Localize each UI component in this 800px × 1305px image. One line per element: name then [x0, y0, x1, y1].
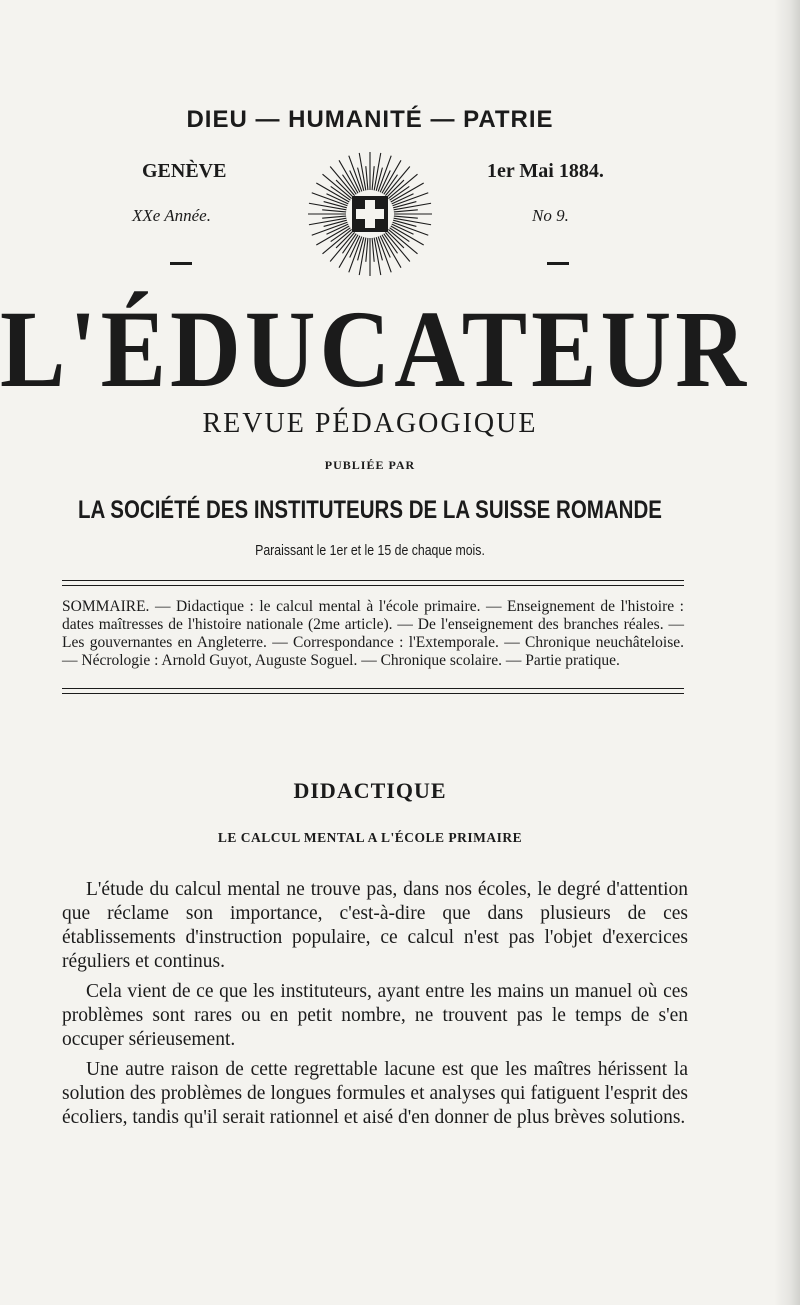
masthead-city: GENÈVE: [142, 160, 227, 182]
periodicity-note: Paraissant le 1er et le 15 de chaque mois.: [255, 542, 485, 559]
divider-dash-left: [170, 262, 192, 265]
rule-top-2: [62, 585, 684, 586]
rule-bottom-2: [62, 693, 684, 694]
published-by-label: PUBLIÉE PAR: [324, 458, 416, 472]
article-title: LE CALCUL MENTAL A L'ÉCOLE PRIMAIRE: [217, 830, 523, 845]
masthead-date: 1er Mai 1884.: [487, 160, 604, 182]
article-body: [62, 878, 688, 1136]
journal-subtitle: REVUE PÉDAGOGIQUE: [202, 408, 538, 439]
society-name: LA SOCIÉTÉ DES INSTITUTEURS DE LA SUISSE ROMANDE: [78, 496, 662, 524]
paragraph: Cela vient de ce que les instituteurs, ayant entre les mains un manuel où ces problèmes sont rares ou en petit nombre, ne trouvent pas le temps de s'en occuper sérieusement.: [62, 981, 688, 1050]
paragraph: Une autre raison de cette regrettable lacune est que les maîtres hérissent la solution des problèmes de longues formules et analyses qui fatiguent l'esprit des écoliers, tandis qu'il serait rationnel et aisé d'en donner de plus brèves solutions.: [62, 1059, 688, 1128]
section-title: DIDACTIQUE: [293, 778, 447, 803]
swiss-cross-sunburst-icon: [306, 150, 434, 278]
summary-text: SOMMAIRE. — Didactique : le calcul mental à l'école primaire. — Enseignement de l'histoire : dates maîtresses de l'histoire nationale (2me article). — De l'enseignement des branches réales. — Les gouvernantes en Angleterre. — Correspondance : l'Extemporale. — Chronique neuchâteloise. — Nécrologie : Arnold Guyot, Auguste Soguel. — Chronique scolaire. — Partie pratique.: [62, 598, 684, 669]
masthead-year: XXe Année.: [132, 206, 211, 225]
divider-dash-right: [547, 262, 569, 265]
rule-top-1: [62, 580, 684, 581]
masthead-issue: No 9.: [532, 206, 569, 225]
journal-title: L'ÉDUCATEUR: [0, 289, 751, 411]
rule-bottom-1: [62, 688, 684, 689]
masthead-motto: DIEU — HUMANITÉ — PATRIE: [186, 106, 554, 133]
page-edge-shadow: [774, 0, 800, 1305]
paragraph: L'étude du calcul mental ne trouve pas, dans nos écoles, le degré d'attention que réclame son importance, c'est-à-dire que dans plusieurs de ces établissements d'instruction populaire, ce calcul n'est pas l'objet d'exercices réguliers et continus.: [62, 879, 688, 972]
